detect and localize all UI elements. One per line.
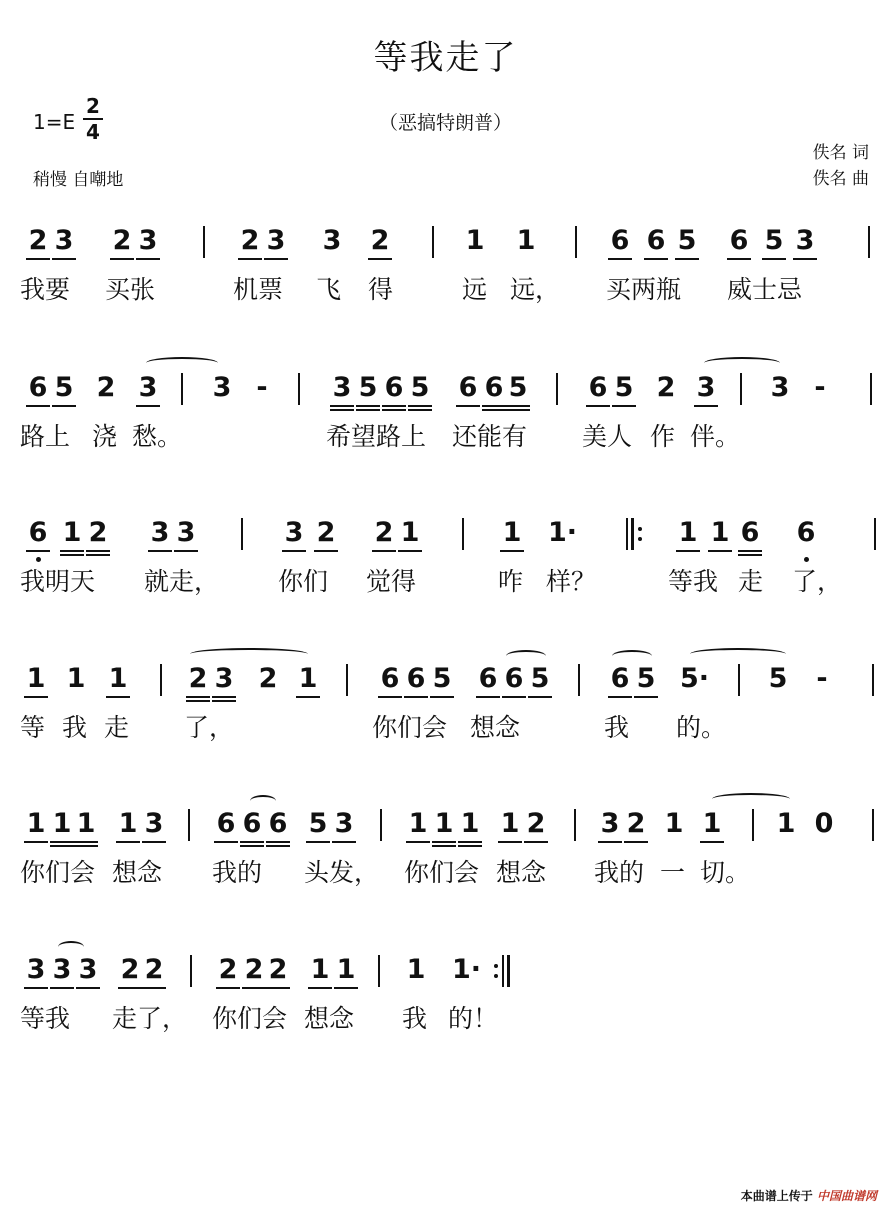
lyrics-row bbox=[0, 710, 891, 750]
time-signature-top: 2 bbox=[86, 94, 100, 118]
notation-row: 3 3 3 2 2 2 2 2 1 1 1 1· bbox=[0, 953, 891, 999]
lyric: 想念 bbox=[304, 1004, 355, 1033]
lyric: 希望路上 bbox=[326, 422, 427, 451]
lyric: 切。 bbox=[700, 858, 751, 887]
lyric: 我 bbox=[62, 713, 88, 742]
lyric: 你们 bbox=[278, 567, 329, 596]
lyric: 了， bbox=[184, 713, 235, 742]
lyric: 远 bbox=[462, 275, 488, 304]
lyrics-row bbox=[0, 419, 891, 459]
lyric: 想念 bbox=[470, 713, 521, 742]
lyric: 愁。 bbox=[132, 422, 183, 451]
lyric: 路上 bbox=[20, 422, 71, 451]
lyric: 等我 bbox=[668, 567, 719, 596]
notation-row: 6 5 2 3 3 - 3 5 6 5 6 6 5 6 5 2 3 3 - bbox=[0, 371, 891, 417]
lyric: 买两瓶 bbox=[606, 275, 682, 304]
time-signature bbox=[83, 95, 103, 143]
lyric: 咋 bbox=[498, 567, 524, 596]
lyric: 伴。 bbox=[690, 422, 741, 451]
lyric: 的！ bbox=[448, 1004, 499, 1033]
lyric: 一 bbox=[660, 858, 686, 887]
notation-row: 2 3 2 3 2 3 3 2 1 1 6 6 5 6 5 3 bbox=[0, 224, 891, 270]
lyric: 我 bbox=[402, 1004, 428, 1033]
lyric: 走了， bbox=[112, 1004, 188, 1033]
lyric: 想念 bbox=[112, 858, 163, 887]
site-logo[interactable]: 中国曲谱网 bbox=[816, 1189, 877, 1203]
song-title: 等我走了 bbox=[373, 38, 518, 78]
lyrics-row bbox=[0, 564, 891, 604]
lyric: 作 bbox=[650, 422, 676, 451]
lyric: 美人 bbox=[582, 422, 633, 451]
lyric: 还能有 bbox=[452, 422, 528, 451]
time-signature-bottom: 4 bbox=[86, 120, 100, 144]
lyric: 机票 bbox=[233, 275, 284, 304]
lyric: 买张 bbox=[105, 275, 156, 304]
lyrics-row bbox=[0, 855, 891, 895]
lyric: 我的 bbox=[212, 858, 263, 887]
notation-row: 1 1 1 2 3 2 1 6 6 5 6 6 5 6 5 5· 5 - bbox=[0, 662, 891, 708]
key-signature: 1=E bbox=[33, 110, 76, 134]
song-subtitle: （恶搞特朗普） bbox=[378, 112, 512, 134]
notation-row: 6 1 2 3 3 3 2 2 1 1 1· 1 1 6 6 bbox=[0, 516, 891, 562]
lyric: 了， bbox=[792, 567, 843, 596]
lyrics-row bbox=[0, 272, 891, 312]
lyric: 威士忌 bbox=[727, 275, 803, 304]
tempo-marking: 稍慢 自嘲地 bbox=[33, 170, 124, 190]
lyric: 就走， bbox=[144, 567, 220, 596]
lyric: 等我 bbox=[20, 1004, 71, 1033]
lyric: 走 bbox=[738, 567, 764, 596]
notation-row: 1 1 1 1 3 6 6 6 5 3 1 1 1 1 2 3 2 1 1 1 0 bbox=[0, 807, 891, 853]
lyric: 觉得 bbox=[366, 567, 417, 596]
lyric: 头发， bbox=[304, 858, 380, 887]
lyricist-credit: 佚名 词 bbox=[812, 143, 869, 163]
footer-text: 本曲谱上传于 bbox=[740, 1189, 813, 1203]
lyric: 浇 bbox=[92, 422, 118, 451]
lyric: 远， bbox=[510, 275, 561, 304]
lyric: 走 bbox=[104, 713, 130, 742]
lyric: 你们会 bbox=[20, 858, 96, 887]
lyrics-row bbox=[0, 1001, 891, 1041]
lyric: 我要 bbox=[20, 275, 71, 304]
lyric: 飞 bbox=[316, 275, 342, 304]
lyric: 我明天 bbox=[20, 567, 96, 596]
composer-credit: 佚名 曲 bbox=[812, 169, 869, 189]
lyric: 我的 bbox=[594, 858, 645, 887]
lyric: 我 bbox=[604, 713, 630, 742]
lyric: 你们会 bbox=[372, 713, 448, 742]
lyric: 你们会 bbox=[404, 858, 480, 887]
lyric: 等 bbox=[20, 713, 46, 742]
upload-footer bbox=[741, 1187, 877, 1204]
lyric: 想念 bbox=[496, 858, 547, 887]
lyric: 样？ bbox=[546, 567, 597, 596]
lyric: 的。 bbox=[676, 713, 727, 742]
lyric: 你们会 bbox=[212, 1004, 288, 1033]
lyric: 得 bbox=[368, 275, 394, 304]
